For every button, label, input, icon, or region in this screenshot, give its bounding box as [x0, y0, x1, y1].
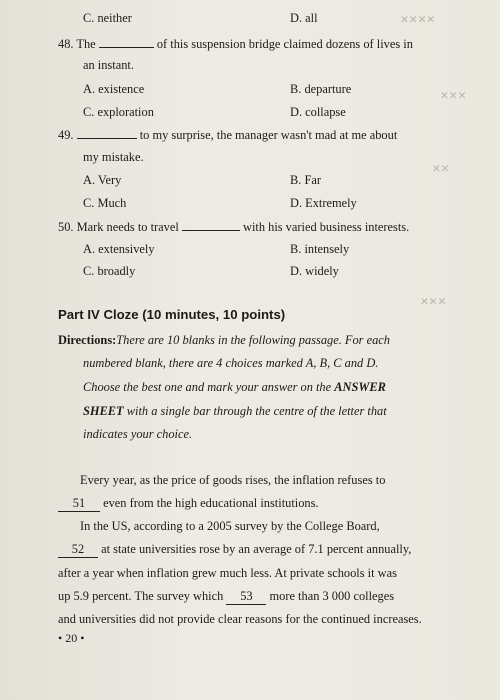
page-number: • 20 •: [58, 631, 85, 645]
section-heading: Part IV Cloze (10 minutes, 10 points): [58, 307, 286, 322]
directions-line-2: numbered blank, there are 4 choices marked A, B, C and D.: [83, 356, 379, 370]
question-text: 50. Mark needs to travel: [58, 220, 179, 234]
question-48-line2: an instant.: [83, 58, 134, 72]
passage-line-2: [58, 496, 319, 512]
passage-text: even from the high educational institutions.: [103, 496, 319, 510]
answer-blank: [77, 128, 137, 139]
passage-line-7: and universities did not provide clear reasons for the continued increases.: [58, 612, 422, 626]
question-50: [58, 220, 409, 235]
q48-option-d: D. collapse: [290, 105, 346, 119]
q49-option-b: B. Far: [290, 173, 321, 187]
directions-text: with a single bar through the centre of the letter that: [126, 404, 387, 418]
question-number: 48.: [58, 37, 74, 51]
q48-option-a: A. existence: [83, 82, 145, 96]
directions-line-5: indicates your choice.: [83, 427, 193, 441]
q50-option-a: A. extensively: [83, 242, 155, 256]
q49-option-d: D. Extremely: [290, 196, 357, 210]
question-number: 49.: [58, 128, 74, 142]
q48-option-b: B. departure: [290, 82, 352, 96]
bleed-through-text: ✕✕✕: [440, 90, 467, 102]
q48-option-c: C. exploration: [83, 105, 154, 119]
q49-option-c: C. Much: [83, 196, 127, 210]
answer-sheet-emphasis: SHEET: [83, 404, 124, 418]
question-48: [58, 37, 413, 52]
question-49-line2: my mistake.: [83, 150, 144, 164]
answer-blank: [99, 37, 154, 48]
directions-text: Choose the best one and mark your answer on the: [83, 380, 332, 394]
q47-option-d: D. all: [290, 11, 318, 25]
passage-line-3: In the US, according to a 2005 survey by the College Board,: [80, 519, 380, 533]
passage-line-4: [58, 542, 411, 558]
directions-text: There are 10 blanks in the following passage. For each: [116, 333, 390, 347]
question-text: The: [76, 37, 96, 51]
cloze-blank-51: 51: [58, 496, 100, 512]
directions-line-1: [58, 333, 390, 348]
directions-label: Directions:: [58, 333, 117, 347]
q50-option-c: C. broadly: [83, 264, 136, 278]
question-text: with his varied business interests.: [243, 220, 410, 234]
passage-line-6: [58, 589, 394, 605]
passage-line-5: after a year when inflation grew much less. At private schools it was: [58, 566, 397, 580]
directions-line-4: [83, 404, 387, 419]
answer-sheet-emphasis: ANSWER: [334, 380, 386, 394]
q50-option-b: B. intensely: [290, 242, 350, 256]
q47-option-c: C. neither: [83, 11, 132, 25]
passage-text: up 5.9 percent. The survey which: [58, 589, 224, 603]
question-text: to my surprise, the manager wasn't mad at me about: [139, 128, 398, 142]
cloze-blank-53: 53: [226, 589, 266, 605]
answer-blank: [182, 220, 240, 231]
bleed-through-text: ✕✕✕✕: [400, 14, 436, 26]
q49-option-a: A. Very: [83, 173, 122, 187]
passage-text: at state universities rose by an average of 7.1 percent annually,: [101, 542, 412, 556]
directions-line-3: [83, 380, 386, 395]
passage-text: more than 3 000 colleges: [269, 589, 395, 603]
q50-option-d: D. widely: [290, 264, 339, 278]
passage-line-1: Every year, as the price of goods rises, the inflation refuses to: [80, 473, 386, 487]
bleed-through-text: ✕✕✕: [420, 296, 447, 308]
question-49: [58, 128, 397, 143]
bleed-through-text: ✕✕: [432, 163, 450, 175]
cloze-blank-52: 52: [58, 542, 98, 558]
question-text: of this suspension bridge claimed dozens of lives in: [156, 37, 413, 51]
